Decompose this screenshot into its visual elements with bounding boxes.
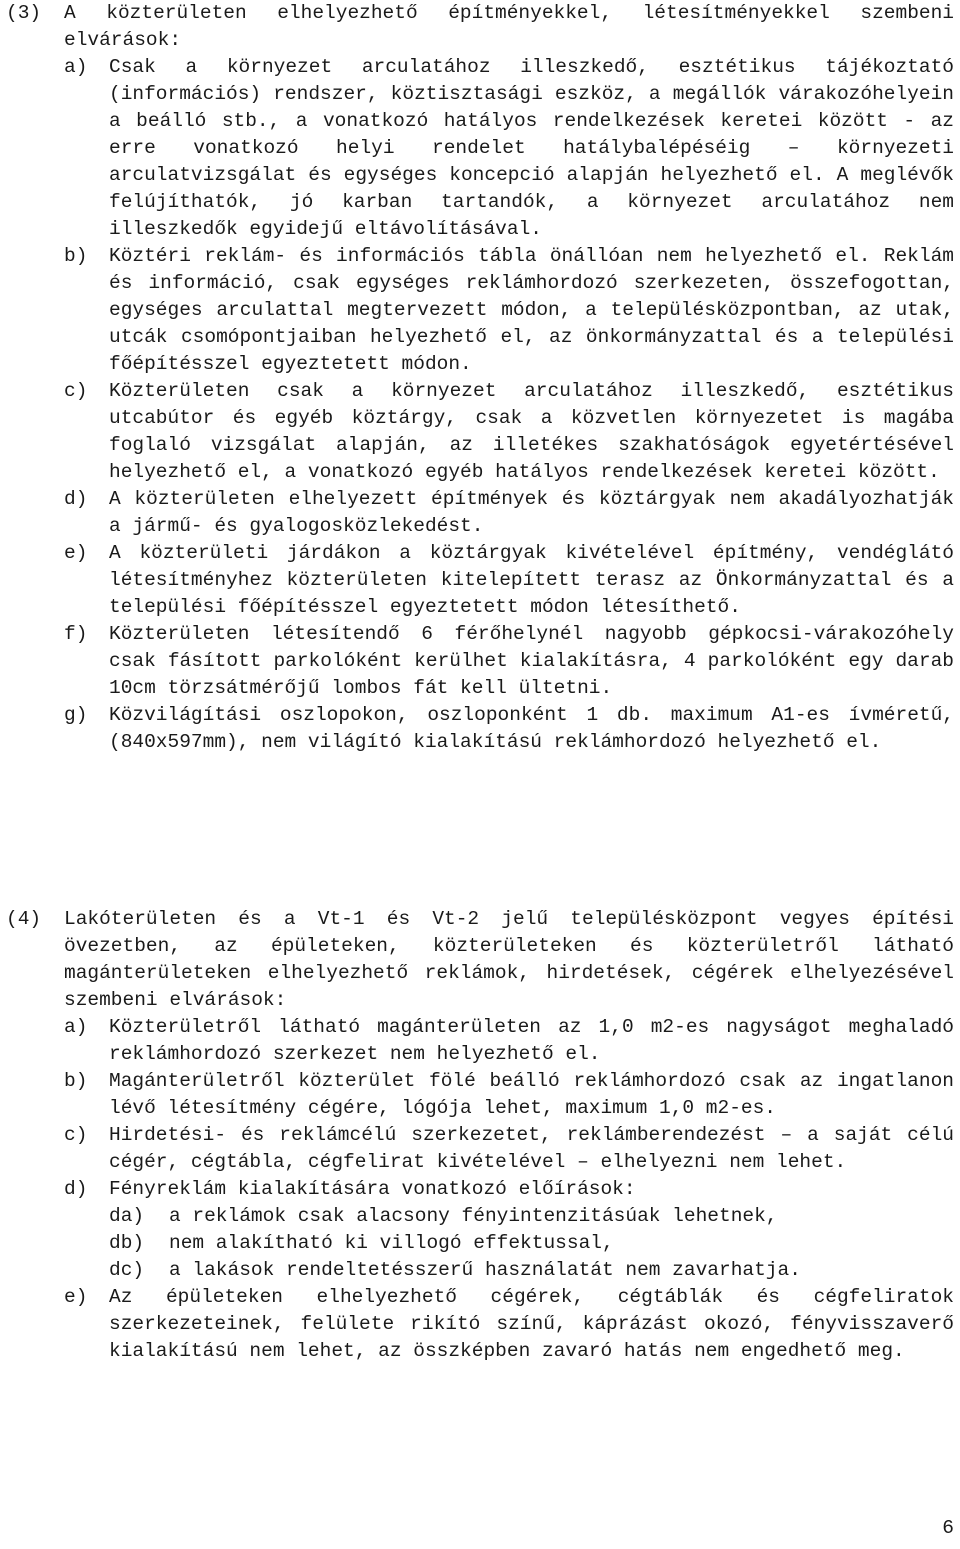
item-text: A közterületi járdákon a köztárgyak kivételével építmény, vendéglátó létesítményhez közterületen kitelepített terasz az Önkormányzattal és a települési főépítésszel egyeztetett módon létesíthető. xyxy=(109,542,954,618)
section-intro: A közterületen elhelyezhető építményekkel, létesítményekkel szembeni elvárások: xyxy=(64,2,954,51)
sub-item-text: a lakások rendeltetésszerű használatát nem zavarhatja. xyxy=(169,1259,801,1281)
list-item xyxy=(64,1068,954,1122)
sub-item-letter: db) xyxy=(109,1232,145,1254)
item-text: Közterületen csak a környezet arculatához illeszkedő, esztétikus utcabútor és egyéb köztárgy, csak a közvetlen környezetet is magába foglaló vizsgálat alapján, az illetékes szakhatóságok egyetértésével helyezhető el, a vonatkozó egyéb hatályos rendelkezések keretei között. xyxy=(109,380,954,483)
list-item xyxy=(64,243,954,378)
item-letter: g) xyxy=(64,704,88,726)
item-text: Közterületről látható magánterületen az 1,0 m2-es nagyságot meghaladó reklámhordozó szerkezet nem helyezhető el. xyxy=(109,1016,954,1065)
item-text: Magánterületről közterület fölé beálló reklámhordozó csak az ingatlanon lévő létesítmény cégére, lógója lehet, maximum 1,0 m2-es. xyxy=(109,1070,954,1119)
list-item xyxy=(64,1284,954,1365)
item-text: Fényreklám kialakítására vonatkozó előírások: xyxy=(109,1178,636,1200)
sub-item-text: nem alakítható ki villogó effektussal, xyxy=(169,1232,614,1254)
list-item xyxy=(64,486,954,540)
sub-list-item xyxy=(109,1257,954,1284)
item-text: Köztéri reklám- és információs tábla önállóan nem helyezhető el. Reklám és információ, csak egységes reklámhordozó szerkezeten, összefogottan, egységes arculattal megtervezett módon, a településközpontban, az utak, utcák csomópontjaiban helyezhető el, az önkormányzattal és a települési főépítésszel egyeztetett módon. xyxy=(109,245,954,375)
section-4 xyxy=(6,906,954,1365)
item-text: Csak a környezet arculatához illeszkedő, esztétikus tájékoztató (információs) rendszer, köztisztasági eszköz, a megállók várakozóhelyein a beálló stb., a vonatkozó hatályos rendelkezések keretei között - az erre vonatkozó helyi rendelet hatálybalépéséig – környezeti arculatvizsgálat és egységes koncepció alapján helyezhető el. A meglévők felújíthatók, jó karban tartandók, a környezet arculatához nem illeszkedők egyidejű eltávolításával. xyxy=(109,56,954,240)
item-text: Közvilágítási oszlopokon, oszloponként 1 db. maximum A1-es ívméretű, (840x597mm), nem világító kialakítású reklámhordozó helyezhető el. xyxy=(109,704,954,753)
item-letter: f) xyxy=(64,623,88,645)
sub-list-item xyxy=(109,1203,954,1230)
list-item xyxy=(64,1176,954,1203)
sub-list-item xyxy=(109,1230,954,1257)
page-number: 6 xyxy=(942,1517,954,1539)
list-item xyxy=(64,702,954,756)
list-item xyxy=(64,1014,954,1068)
item-letter: c) xyxy=(64,380,88,402)
section-number: (3) xyxy=(6,2,42,24)
item-letter: a) xyxy=(64,56,88,78)
item-letter: d) xyxy=(64,488,88,510)
item-text: Közterületen létesítendő 6 férőhelynél nagyobb gépkocsi-várakozóhely csak fásított parkolóként kerülhet kialakításra, 4 parkolóként egy darab 10cm törzsátmérőjű lombos fát kell ültetni. xyxy=(109,623,954,699)
item-letter: e) xyxy=(64,542,88,564)
item-letter: c) xyxy=(64,1124,88,1146)
item-letter: e) xyxy=(64,1286,88,1308)
item-text: Az épületeken elhelyezhető cégérek, cégtáblák és cégfeliratok szerkezeteinek, felülete rikító színű, káprázást okozó, fényvisszaverő kialakítású nem lehet, az összképben zavaró hatás nem engedhető meg. xyxy=(109,1286,954,1362)
list-item xyxy=(64,540,954,621)
item-text: A közterületen elhelyezett építmények és köztárgyak nem akadályozhatják a jármű- és gyalogosközlekedést. xyxy=(109,488,954,537)
item-letter: d) xyxy=(64,1178,88,1200)
sub-item-letter: dc) xyxy=(109,1259,145,1281)
item-letter: a) xyxy=(64,1016,88,1038)
list-item xyxy=(64,378,954,486)
sub-item-text: a reklámok csak alacsony fényintenzitásúak lehetnek, xyxy=(169,1205,778,1227)
section-number: (4) xyxy=(6,908,42,930)
sub-item-letter: da) xyxy=(109,1205,145,1227)
item-text: Hirdetési- és reklámcélú szerkezetet, reklámberendezést – a saját célú cégér, cégtábla, cégfelirat kivételével – elhelyezni nem lehet. xyxy=(109,1124,954,1173)
section-intro: Lakóterületen és a Vt-1 és Vt-2 jelű településközpont vegyes építési övezetben, az épületeken, közterületeken és közterületről látható magánterületeken elhelyezhető reklámok, hirdetések, cégérek elhelyezésével szembeni elvárások: xyxy=(64,908,954,1011)
list-item xyxy=(64,621,954,702)
section-3 xyxy=(6,0,954,756)
item-letter: b) xyxy=(64,1070,88,1092)
list-item xyxy=(64,1122,954,1176)
list-item xyxy=(64,54,954,243)
item-letter: b) xyxy=(64,245,88,267)
